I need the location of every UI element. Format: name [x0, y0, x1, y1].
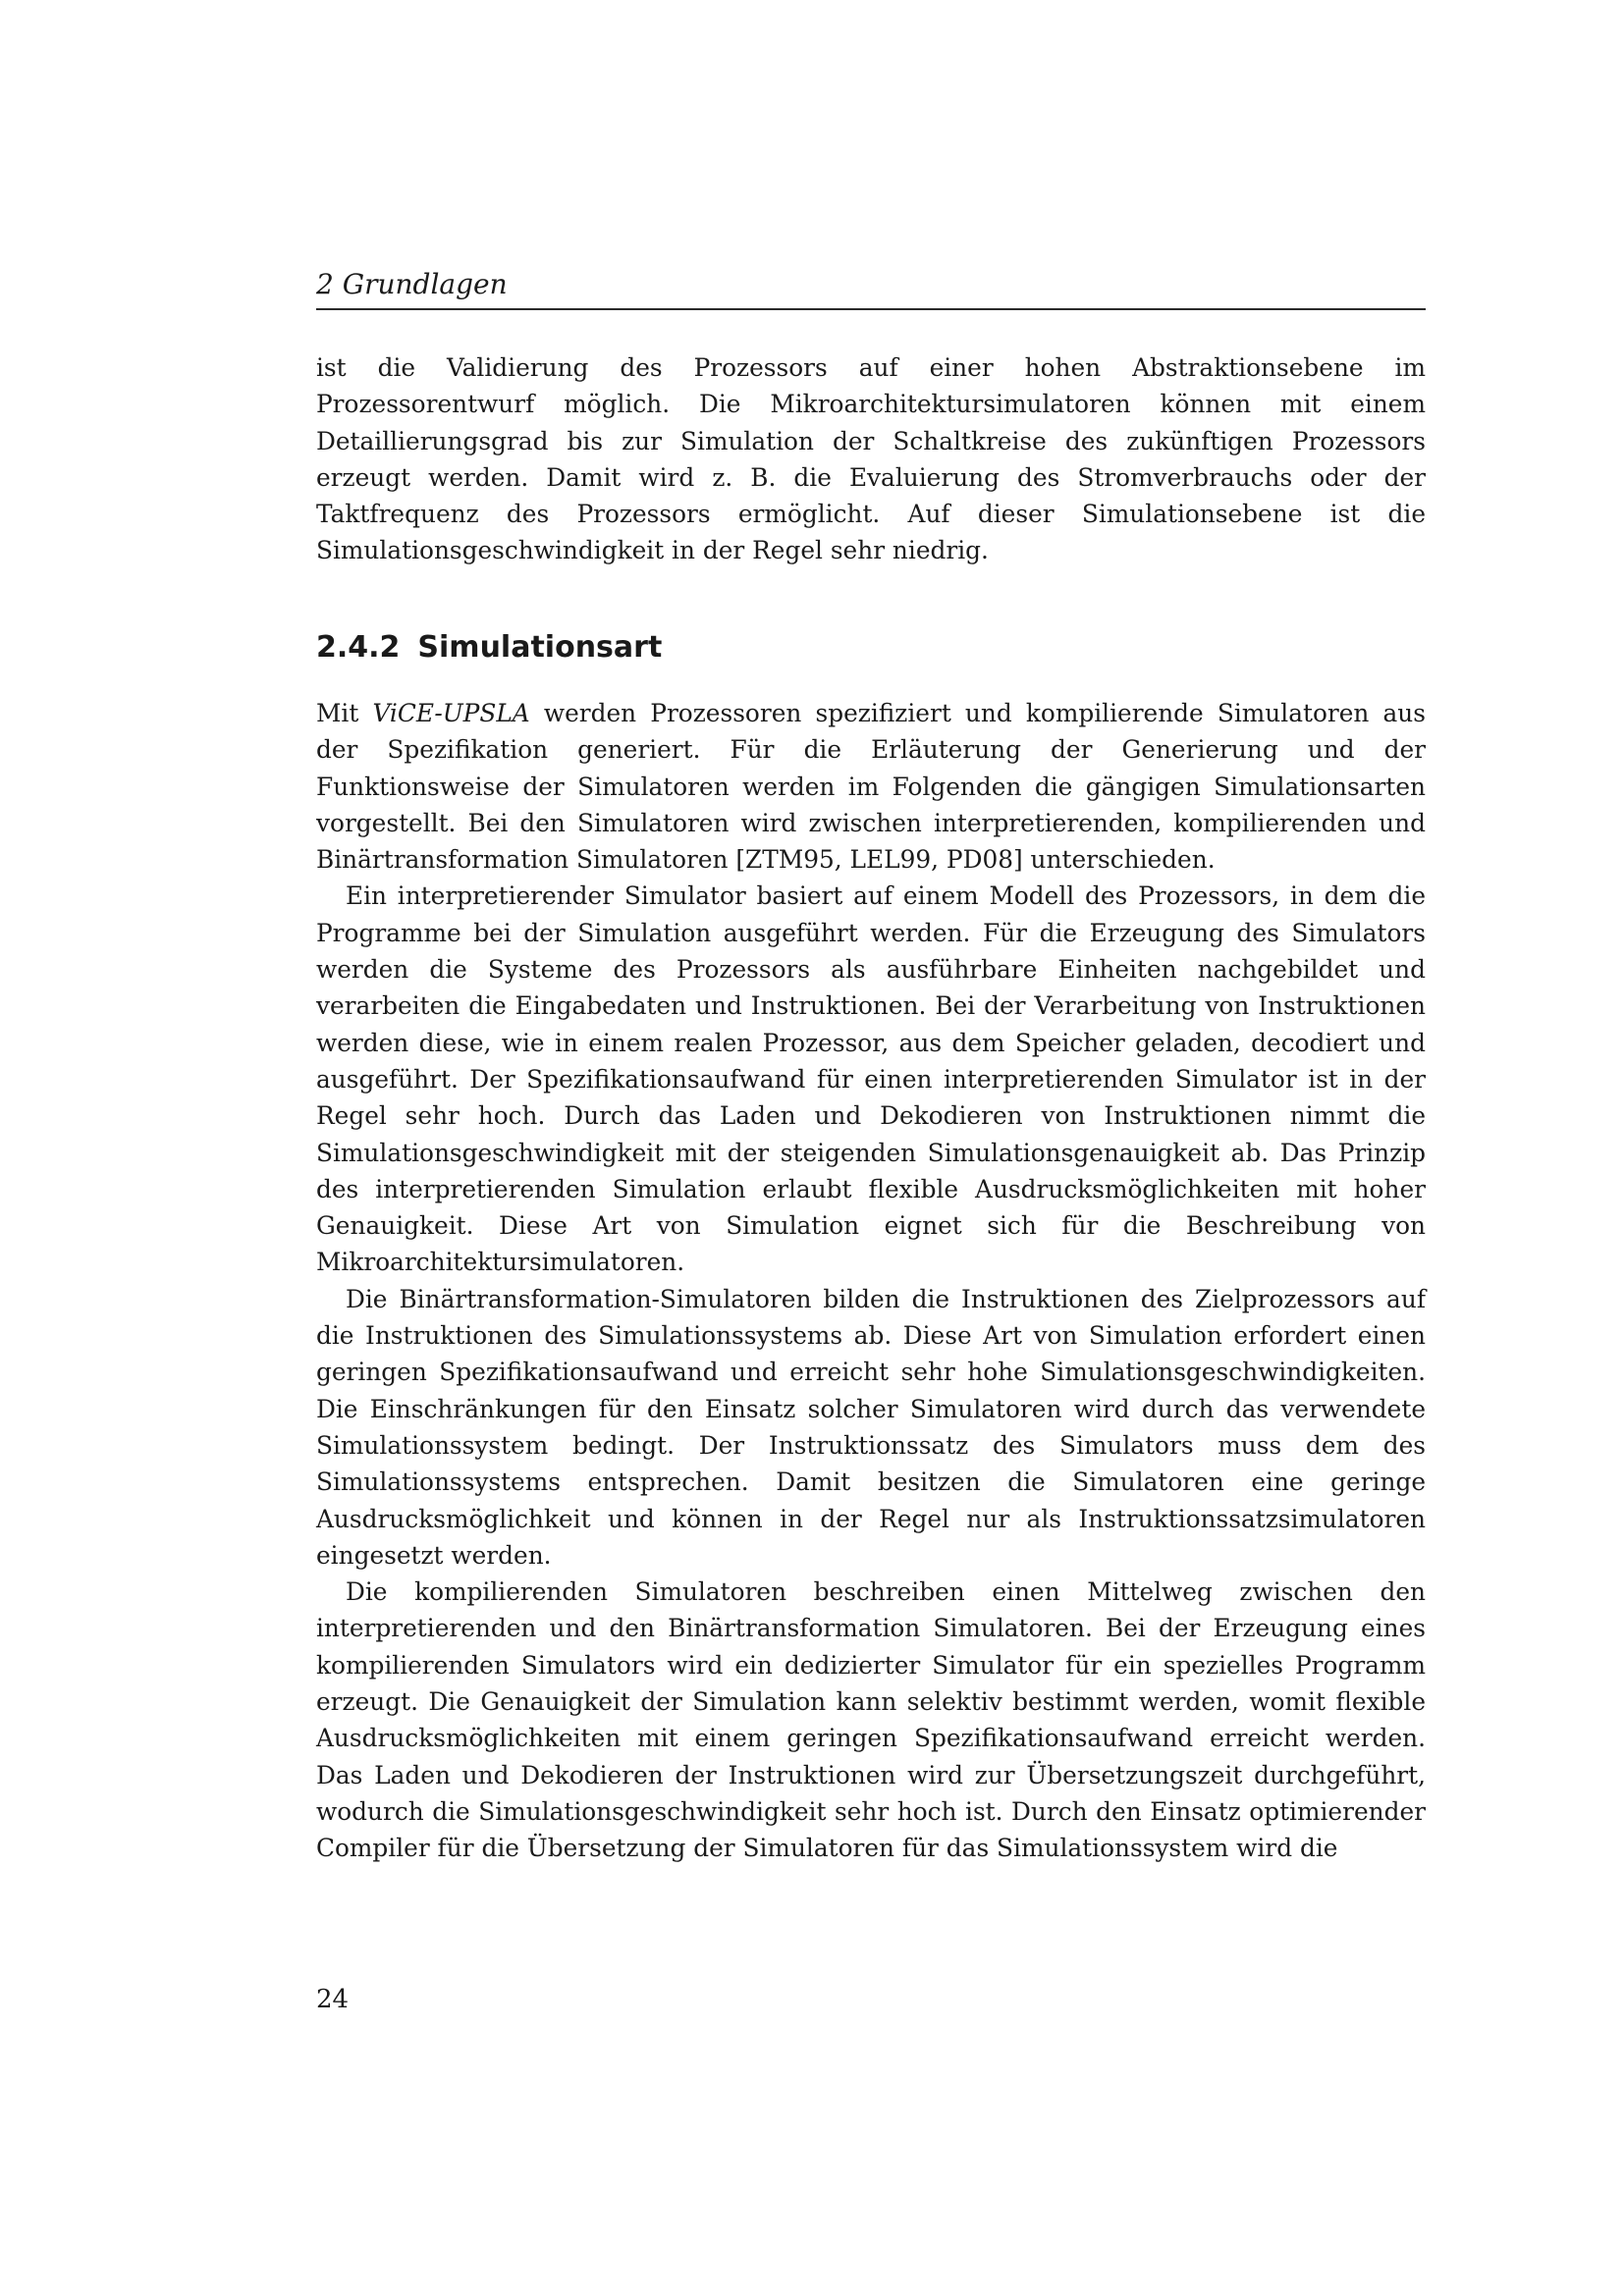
section-paragraph-3: Die Binärtransformation-Simulatoren bilden die Instruktionen des Zielprozessors auf die Instruktionen des Simulationssystems ab. Diese Art von Simulation erfordert einen geringen Spezifikationsaufwand und erreicht sehr hohe Simulationsgeschwindigkeiten. Die Einschränkungen für den Einsatz solcher Simulatoren wird durch das verwendete Simulationssystem bedingt. Der Instruktionssatz des Simulators muss dem des Simulationssystems entsprechen. Damit besitzen die Simulatoren eine geringe Ausdrucksmöglichkeit und können in der Regel nur als Instruktionssatzsimulatoren eingesetzt werden.: [316, 1284, 1426, 1570]
section-title: Simulationsart: [417, 630, 663, 665]
section-text-block: [316, 695, 1426, 1867]
section-paragraph-2: Ein interpretierender Simulator basiert auf einem Modell des Prozessors, in dem die Programme bei der Simulation ausgeführt werden. Für die Erzeugung des Simulators werden die Systeme des Prozessors als ausführbare Einheiten nachgebildet und verarbeiten die Eingabedaten und Instruktionen. Bei der Verarbeitung von Instruktionen werden diese, wie in einem realen Prozessor, aus dem Speicher geladen, decodiert und ausgeführt. Der Spezifikationsaufwand für einen interpretierenden Simulator ist in der Regel sehr hoch. Durch das Laden und Dekodieren von Instruktionen nimmt die Simulationsgeschwindigkeit mit der steigenden Simulationsgenauigkeit ab. Das Prinzip des interpretierenden Simulation erlaubt flexible Ausdrucksmöglichkeiten mit hoher Genauigkeit. Diese Art von Simulation eignet sich für die Beschreibung von Mikroarchitektursimulatoren.: [316, 881, 1426, 1277]
intro-text-block: [316, 349, 1426, 569]
section-number: 2.4.2: [316, 630, 401, 665]
section-heading: [316, 630, 1426, 665]
chapter-title: 2 Grundlagen: [316, 268, 508, 300]
document-page: [316, 0, 1426, 2296]
paragraph-rest: werden Prozessoren spezifiziert und kompilierende Simulatoren aus der Spezifikation generiert. Für die Erläuterung der Generierung und der Funktionsweise der Simulatoren werden im Folgenden die gängigen Simulationsarten vorgestellt. Bei den Simulatoren wird zwischen interpretierenden, kompilierenden und Binärtransformation Simulatoren [ZTM95, LEL99, PD08] unterschieden.: [316, 699, 1427, 875]
page-number: 24: [316, 1985, 350, 2014]
tool-name-emphasis: ViCE-UPSLA: [372, 699, 530, 727]
running-header: [316, 263, 1426, 310]
section-paragraph-1: [316, 695, 1426, 878]
section-paragraph-4: Die kompilierenden Simulatoren beschreiben einen Mittelweg zwischen den interpretierenden und den Binärtransformation Simulatoren. Bei der Erzeugung eines kompilierenden Simulators wird ein dedizierter Simulator für ein spezielles Programm erzeugt. Die Genauigkeit der Simulation kann selektiv bestimmt werden, womit flexible Ausdrucksmöglichkeiten mit einem geringen Spezifikationsaufwand erreicht werden. Das Laden und Dekodieren der Instruktionen wird zur Übersetzungszeit durchgeführt, wodurch die Simulationsgeschwindigkeit sehr hoch ist. Durch den Einsatz optimierender Compiler für die Übersetzung der Simulatoren für das Simulationssystem wird die: [316, 1577, 1426, 1863]
intro-paragraph: ist die Validierung des Prozessors auf einer hohen Abstraktionsebene im Prozessorentwurf möglich. Die Mikroarchitektursimulatoren können mit einem Detaillierungsgrad bis zur Simulation der Schaltkreise des zukünftigen Prozessors erzeugt werden. Damit wird z. B. die Evaluierung des Stromverbrauchs oder der Taktfrequenz des Prozessors ermöglicht. Auf dieser Simulationsebene ist die Simulationsgeschwindigkeit in der Regel sehr niedrig.: [316, 353, 1426, 565]
paragraph-lead: Mit: [316, 699, 373, 727]
